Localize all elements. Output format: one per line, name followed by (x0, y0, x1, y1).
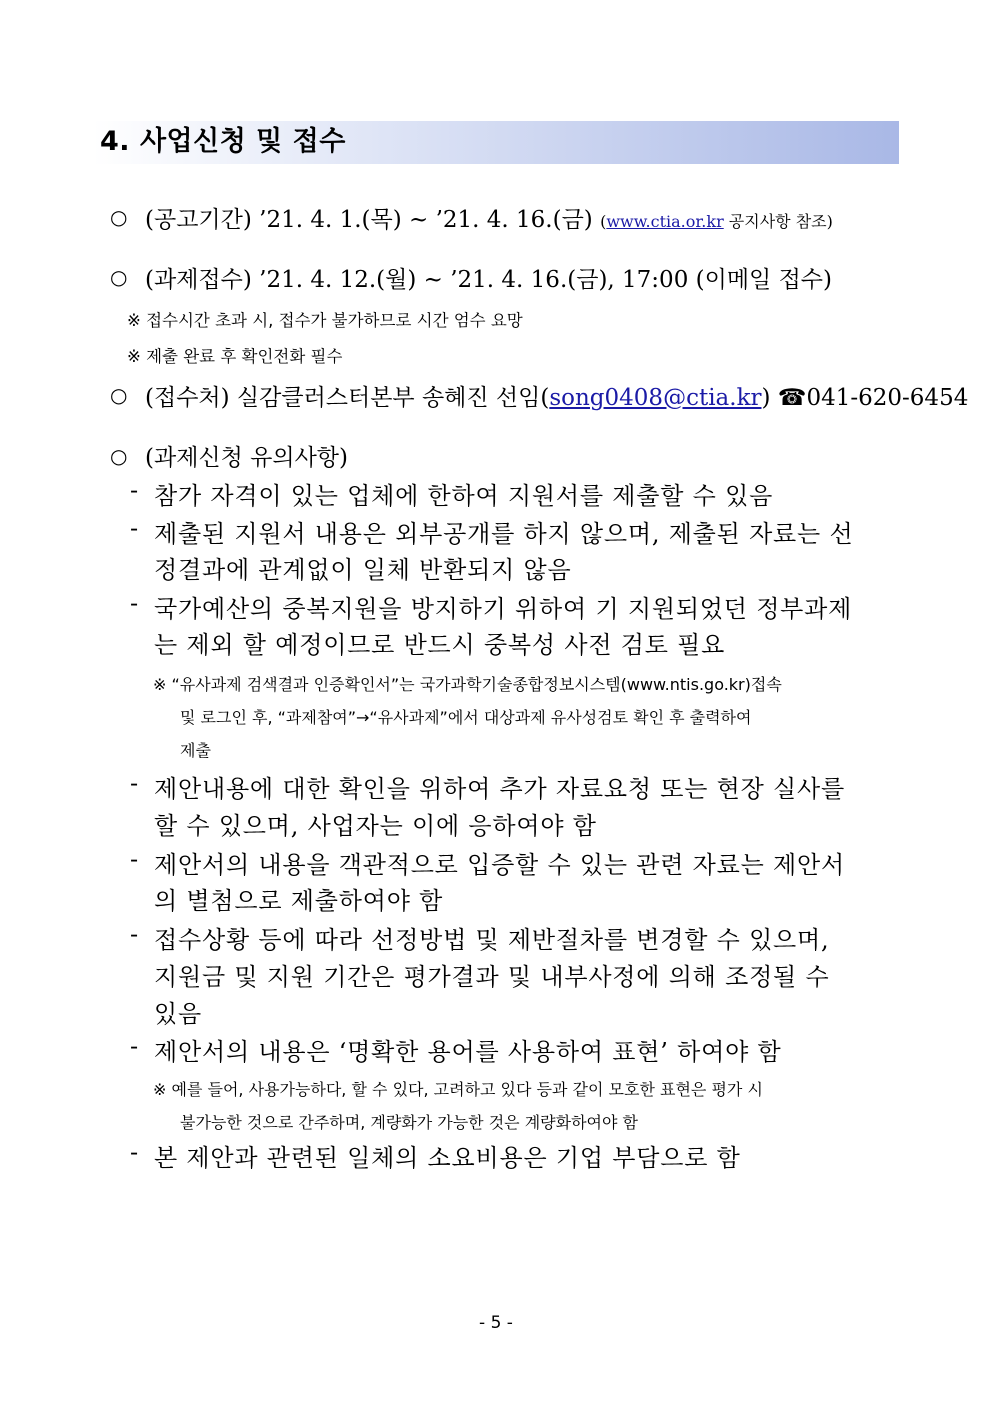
contact-close: ) (761, 385, 771, 411)
caution-line: 제출된 지원서 내용은 외부공개를 하지 않으며, 제출된 자료는 선 (154, 520, 854, 548)
caution-line: 제안내용에 대한 확인을 위하여 추가 자료요청 또는 현장 실사를 (154, 775, 846, 803)
caution-note: 불가능한 것으로 간주하며, 계량화가 가능한 것은 계량화하여야 함 (180, 1113, 639, 1132)
cautions-bullet: ○ (110, 444, 128, 468)
dash-marker: - (130, 514, 139, 542)
caution-line: 본 제안과 관련된 일체의 소요비용은 기업 부담으로 함 (154, 1144, 741, 1172)
period-bullet: ○ (110, 205, 128, 229)
caution-note: ※ 예를 들어, 사용가능하다, 할 수 있다, 고려하고 있다 등과 같이 모호한 표현은 평가 시 (153, 1080, 763, 1099)
contact-phone: 041-620-6454 (806, 385, 969, 411)
caution-line: 의 별첨으로 제출하여야 함 (154, 887, 444, 915)
caution-line: 국가예산의 중복지원을 방지하기 위하여 기 지원되었던 정부과제 (154, 595, 853, 623)
dash-marker: - (130, 1138, 139, 1166)
caution-line: 접수상황 등에 따라 선정방법 및 제반절차를 변경할 수 있으며, (154, 926, 830, 954)
caution-note: ※ “유사과제 검색결과 인증확인서”는 국가과학기술종합정보시스템(www.ntis.go.kr)접속 (153, 675, 782, 694)
contact-line (145, 379, 968, 412)
cautions-title: (과제신청 유의사항) (145, 445, 349, 471)
receipt-text: (과제접수) ’21. 4. 12.(월) ~ ’21. 4. 16.(금), 17:00 (이메일 접수) (145, 267, 832, 293)
page-number: - 5 - (479, 1313, 513, 1333)
period-text: (공고기간) ’21. 4. 1.(목) ~ ’21. 4. 16.(금) (145, 207, 593, 233)
receipt-note: ※ 접수시간 초과 시, 접수가 불가하므로 시간 엄수 요망 (127, 311, 523, 330)
dash-marker: - (130, 845, 139, 873)
caution-line: 있음 (154, 1000, 202, 1028)
section-title: 4. 사업신청 및 접수 (100, 126, 346, 157)
contact-email-link[interactable]: song0408@ctia.kr (549, 385, 762, 411)
caution-line: 참가 자격이 있는 업체에 한하여 지원서를 제출할 수 있음 (154, 482, 774, 510)
phone-icon: ☎ (777, 385, 807, 411)
caution-line: 할 수 있으며, 사업자는 이에 응하여야 함 (154, 812, 597, 840)
contact-text: (접수처) 실감클러스터본부 송혜진 선임( (145, 385, 550, 411)
dash-marker: - (130, 476, 139, 504)
caution-line: 정결과에 관계없이 일체 반환되지 않음 (154, 556, 572, 584)
period-line (145, 201, 833, 234)
period-ref-open: ( (600, 212, 607, 231)
caution-line: 제안서의 내용은 ‘명확한 용어를 사용하여 표현’ 하여야 함 (154, 1038, 782, 1066)
dash-marker: - (130, 769, 139, 797)
receipt-bullet: ○ (110, 265, 128, 289)
caution-line: 는 제외 할 예정이므로 반드시 중복성 사전 검토 필요 (154, 631, 726, 659)
dash-marker: - (130, 1032, 139, 1060)
dash-marker: - (130, 589, 139, 617)
ctia-website-link[interactable]: www.ctia.or.kr (606, 212, 724, 231)
caution-line: 제안서의 내용을 객관적으로 입증할 수 있는 관련 자료는 제안서 (154, 851, 846, 879)
dash-marker: - (130, 920, 139, 948)
caution-note: 및 로그인 후, “과제참여”→“유사과제”에서 대상과제 유사성검토 확인 후 출력하여 (180, 708, 752, 727)
caution-line: 지원금 및 지원 기간은 평가결과 및 내부사정에 의해 조정될 수 (154, 963, 830, 991)
receipt-note: ※ 제출 완료 후 확인전화 필수 (127, 347, 343, 366)
caution-note: 제출 (180, 741, 211, 760)
period-ref-rest: 공지사항 참조) (723, 212, 833, 231)
contact-bullet: ○ (110, 383, 128, 407)
